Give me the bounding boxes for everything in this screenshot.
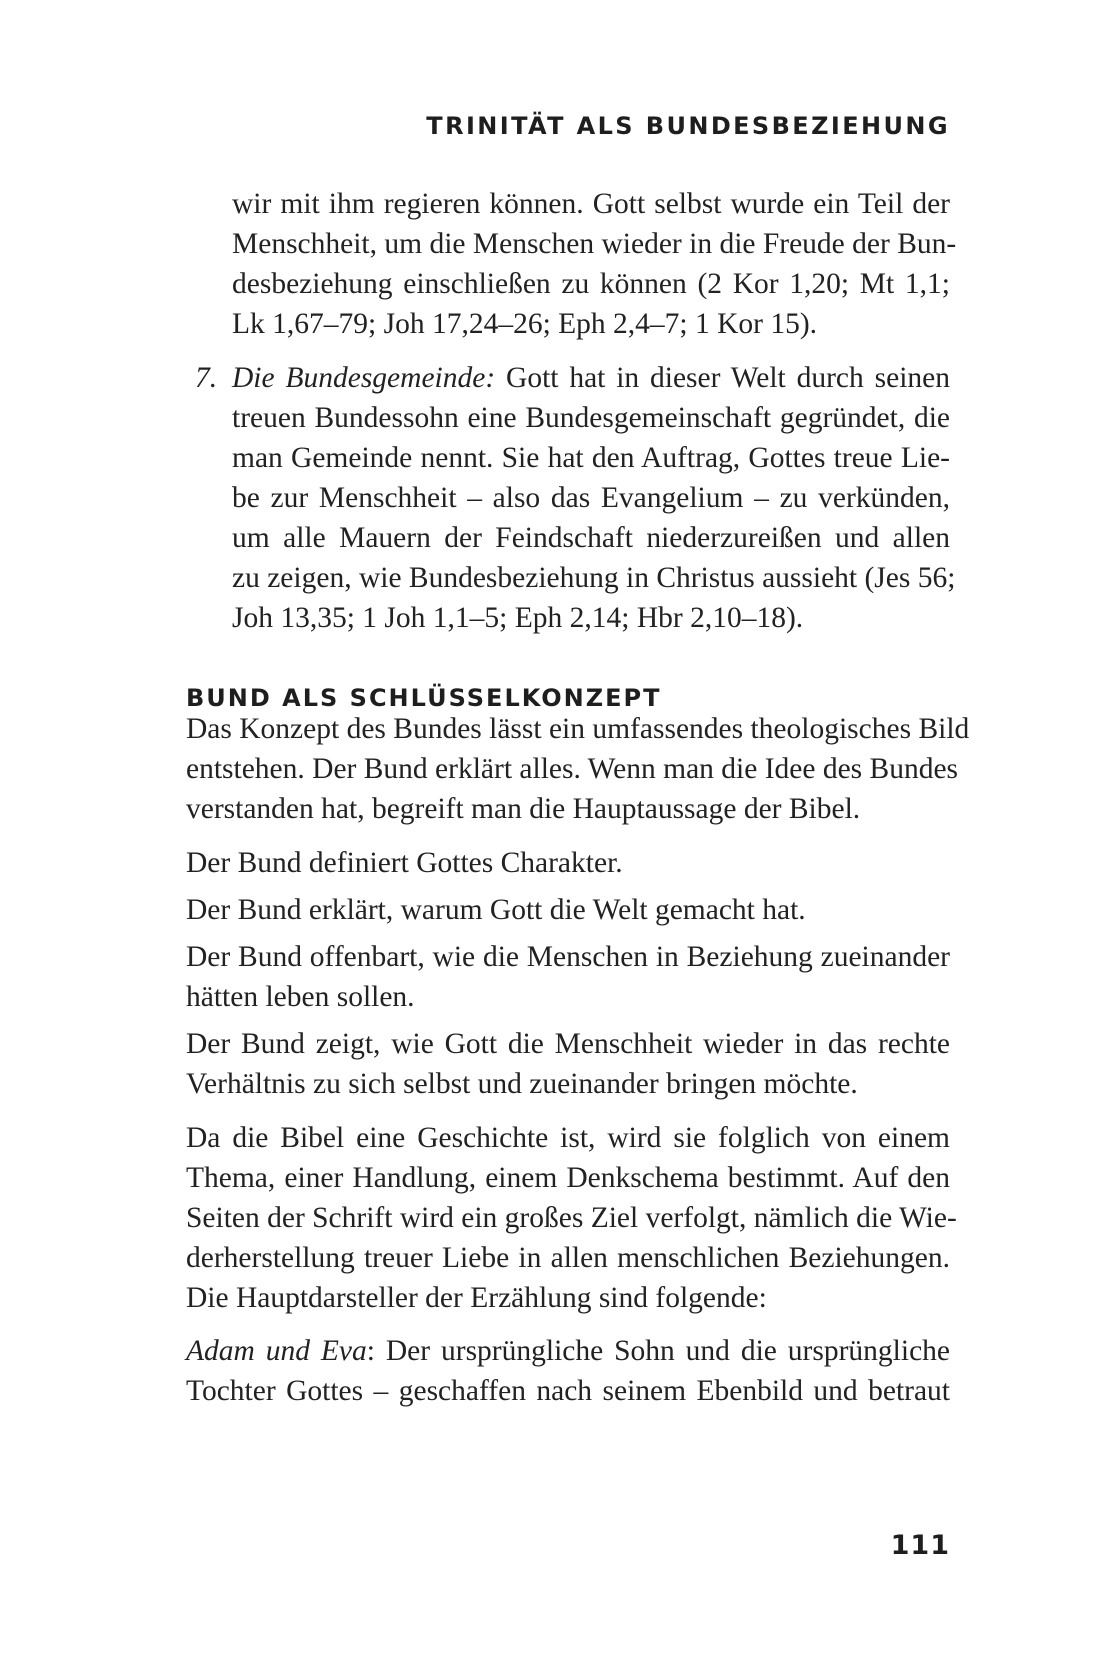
page-number: 111 [890,1530,950,1561]
statement-line: Der Bund definiert Gottes Charakter. [186,847,623,879]
text-line: Joh 13,35; 1 Joh 1,1–5; Eph 2,14; Hbr 2,10–18). [232,602,804,634]
text-line: verstanden hat, begreift man die Hauptaussage der Bibel. [186,793,861,825]
text-line: Die Hauptdarsteller der Erzählung sind folgende: [186,1282,767,1314]
list-item-number: 7. [195,362,218,394]
statement-line: Der Bund erklärt, warum Gott die Welt gemacht hat. [186,894,806,926]
paragraph-text: : Der ursprüngliche Sohn und die ursprüngliche [366,1335,951,1367]
text-line [232,358,950,398]
text-line: Menschheit, um die Menschen wieder in die Freude der Bun- [232,228,957,260]
running-head: TRINITÄT ALS BUNDESBEZIEHUNG [426,112,950,140]
text-line: Thema, einer Handlung, einem Denkschema bestimmt. Auf den [186,1162,950,1194]
text-line: derherstellung treuer Liebe in allen menschlichen Beziehungen. [186,1242,950,1274]
item-term: Die Bundesgemeinde: [232,362,496,394]
text-line: zu zeigen, wie Bundesbeziehung in Christus aussieht (Jes 56; [232,562,956,594]
text-line: be zur Menschheit – also das Evangelium – zu verkünden, [232,482,950,514]
text-line: um alle Mauern der Feindschaft niederzureißen und allen [232,522,950,554]
statement-line: Der Bund zeigt, wie Gott die Menschheit wieder in das rechte [186,1028,950,1060]
text-line: Das Konzept des Bundes lässt ein umfassendes theologisches Bild [186,713,970,745]
section-heading: BUND ALS SCHLÜSSELKONZEPT [186,684,662,712]
text-line: wir mit ihm regieren können. Gott selbst wurde ein Teil der [232,188,950,220]
paragraph-term: Adam und Eva [186,1335,367,1367]
text-line: Lk 1,67–79; Joh 17,24–26; Eph 2,4–7; 1 Kor 15). [232,308,818,340]
text-line: entstehen. Der Bund erklärt alles. Wenn man die Idee des Bundes [186,753,959,785]
text-line: treuen Bundessohn eine Bundesgemeinschaft gegründet, die [232,402,950,434]
text-line: Seiten der Schrift wird ein großes Ziel verfolgt, nämlich die Wie- [186,1202,957,1234]
item-text: Gott hat in dieser Welt durch seinen [495,362,950,394]
statement-line: Der Bund offenbart, wie die Menschen in Beziehung zueinander [186,941,950,973]
statement-line: hätten leben sollen. [186,981,415,1013]
text-line [186,1331,950,1371]
text-line: Tochter Gottes – geschaffen nach seinem Ebenbild und betraut [186,1375,950,1407]
statement-line: Verhältnis zu sich selbst und zueinander bringen möchte. [186,1068,858,1100]
text-line: Da die Bibel eine Geschichte ist, wird sie folglich von einem [186,1122,950,1154]
text-line: desbeziehung einschließen zu können (2 Kor 1,20; Mt 1,1; [232,268,950,300]
text-line: man Gemeinde nennt. Sie hat den Auftrag, Gottes treue Lie- [232,442,950,474]
